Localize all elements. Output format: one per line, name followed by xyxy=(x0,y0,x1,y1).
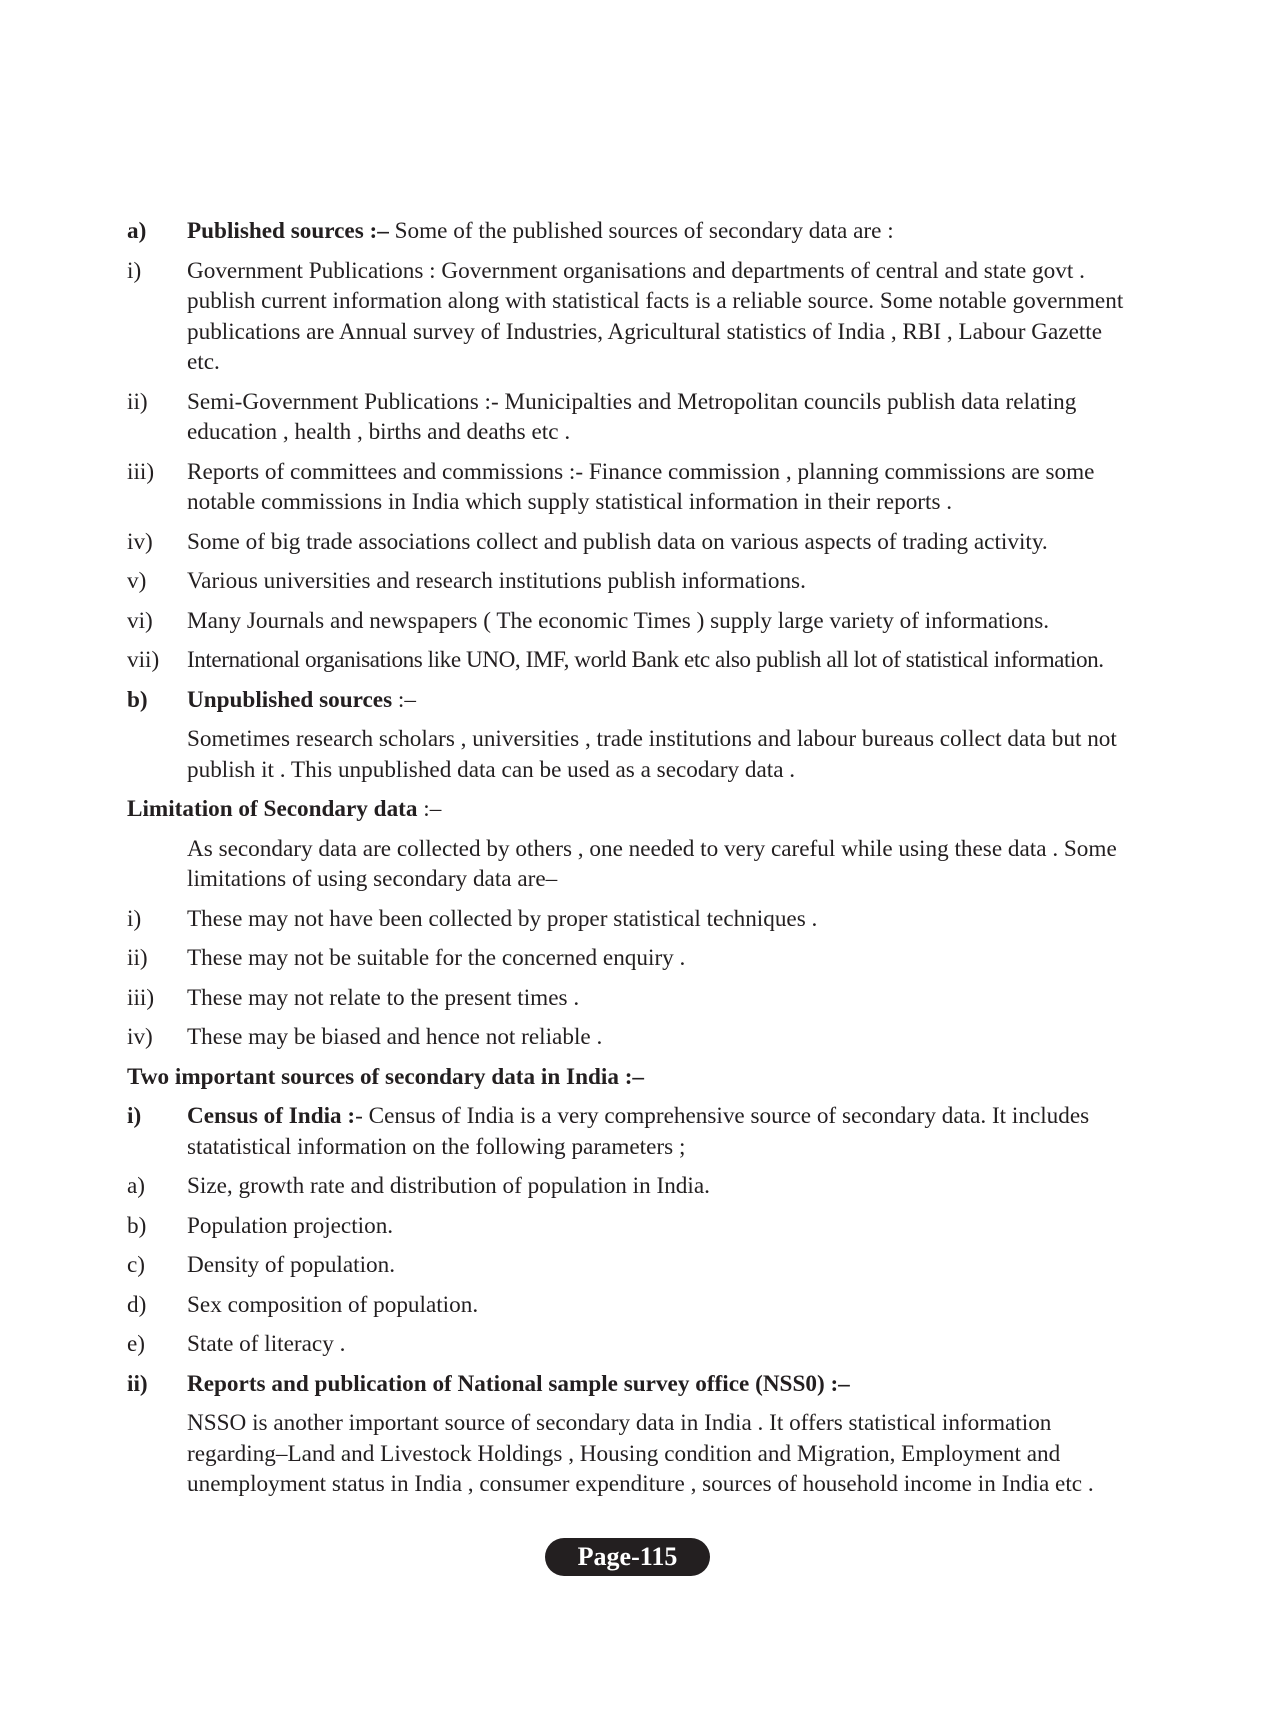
limitation-heading-row xyxy=(127,794,1127,825)
list-item xyxy=(127,943,1127,974)
list-item xyxy=(127,645,1127,676)
published-sources-text: Some of the published sources of secondary data are : xyxy=(388,218,894,244)
list-marker: iii) xyxy=(127,458,155,485)
list-marker: iv) xyxy=(127,528,153,555)
list-item-text: These may not be suitable for the concerned enquiry . xyxy=(187,945,686,971)
list-item-text: Semi-Government Publications :- Municipalties and Metropolitan councils publish data relating education , health , births and deaths etc . xyxy=(187,388,1077,445)
list-item-text: Various universities and research institutions publish informations. xyxy=(187,568,806,594)
list-marker: iii) xyxy=(127,984,155,1011)
published-sources-heading: Published sources :– xyxy=(187,218,389,244)
list-item-text: International organisations like UNO, IMF, world Bank etc also publish all lot of statistical information. xyxy=(187,647,1104,673)
list-item-text: Density of population. xyxy=(187,1252,396,1278)
list-item xyxy=(127,1290,1127,1321)
unpublished-sources-item xyxy=(127,685,1127,716)
limitation-intro: As secondary data are collected by others , one needed to very careful while using these data . Some limitations of using secondary data are– xyxy=(187,835,1117,892)
list-item-text: Government Publications : Government organisations and departments of central and state govt . publish current information along with statistical facts is a reliable source. Some notable government publications are Annual survey of Industries, Agricultural statistics of India , RBI , Labour Gazette etc. xyxy=(187,257,1124,375)
list-marker: c) xyxy=(127,1252,146,1278)
list-item xyxy=(127,256,1127,378)
list-item xyxy=(127,1022,1127,1053)
list-marker: vi) xyxy=(127,607,153,634)
list-item xyxy=(127,1250,1127,1281)
list-marker: d) xyxy=(127,1291,147,1318)
list-marker: iv) xyxy=(127,1024,153,1050)
list-item-text: These may be biased and hence not reliable . xyxy=(187,1024,603,1050)
list-item xyxy=(127,606,1127,637)
census-text: - Census of India is a very comprehensive source of secondary data. It includes statatistical information on the following parameters ; xyxy=(187,1103,1090,1160)
published-sources-marker: a) xyxy=(127,218,147,244)
list-item-text: Size, growth rate and distribution of population in India. xyxy=(187,1173,710,1199)
list-item xyxy=(127,904,1127,935)
unpublished-sources-marker: b) xyxy=(127,686,148,713)
census-marker: i) xyxy=(127,1103,142,1129)
published-sources-item xyxy=(127,216,1127,247)
census-heading: Census of India : xyxy=(187,1103,356,1129)
list-item xyxy=(127,983,1127,1014)
list-item xyxy=(127,1329,1127,1360)
list-marker: e) xyxy=(127,1331,146,1357)
list-marker: vii) xyxy=(127,647,160,673)
list-marker: v) xyxy=(127,568,147,594)
limitation-heading: Limitation of Secondary data xyxy=(127,796,418,822)
nsso-text: NSSO is another important source of secondary data in India . It offers statistical information regarding–Land and Livestock Holdings , Housing condition and Migration, Employment and unemployment status in India , consumer expenditure , sources of household income in India etc . xyxy=(187,1410,1094,1497)
nsso-heading: Reports and publication of National sample survey office (NSS0) :– xyxy=(187,1370,850,1397)
list-item-text: These may not have been collected by proper statistical techniques . xyxy=(187,905,818,932)
list-item-text: Population projection. xyxy=(187,1212,394,1239)
list-item xyxy=(127,527,1127,558)
unpublished-sources-text: Sometimes research scholars , universities , trade institutions and labour bureaus collect data but not publish it . This unpublished data can be used as a secodary data . xyxy=(187,726,1117,783)
list-marker: ii) xyxy=(127,945,148,971)
unpublished-sources-suffix: :– xyxy=(392,686,416,713)
list-item xyxy=(127,1211,1127,1242)
limitation-heading-suffix: :– xyxy=(417,796,442,822)
list-marker: b) xyxy=(127,1212,147,1239)
list-item-text: State of literacy . xyxy=(187,1331,346,1357)
list-item xyxy=(127,566,1127,597)
sources-heading: Two important sources of secondary data in India :– xyxy=(127,1063,645,1090)
list-item xyxy=(127,457,1127,518)
list-item xyxy=(127,1171,1127,1202)
census-item xyxy=(127,1101,1127,1162)
unpublished-sources-heading: Unpublished sources xyxy=(187,686,393,713)
page-content xyxy=(127,216,1127,1509)
list-marker: i) xyxy=(127,905,142,932)
list-item-text: Reports of committees and commissions :- Finance commission , planning commissions are some notable commissions in India which supply statistical information in their reports . xyxy=(187,458,1095,515)
list-item-text: Sex composition of population. xyxy=(187,1291,479,1318)
list-item-text: Many Journals and newspapers ( The economic Times ) supply large variety of informations. xyxy=(187,607,1050,634)
list-marker: a) xyxy=(127,1173,146,1199)
list-item-text: These may not relate to the present times . xyxy=(187,984,580,1011)
nsso-marker: ii) xyxy=(127,1370,148,1397)
page-number-badge: Page-115 xyxy=(545,1538,710,1576)
list-marker: i) xyxy=(127,257,142,284)
nsso-item xyxy=(127,1369,1127,1400)
list-marker: ii) xyxy=(127,388,148,415)
list-item xyxy=(127,387,1127,448)
list-item-text: Some of big trade associations collect and publish data on various aspects of trading activity. xyxy=(187,528,1048,555)
